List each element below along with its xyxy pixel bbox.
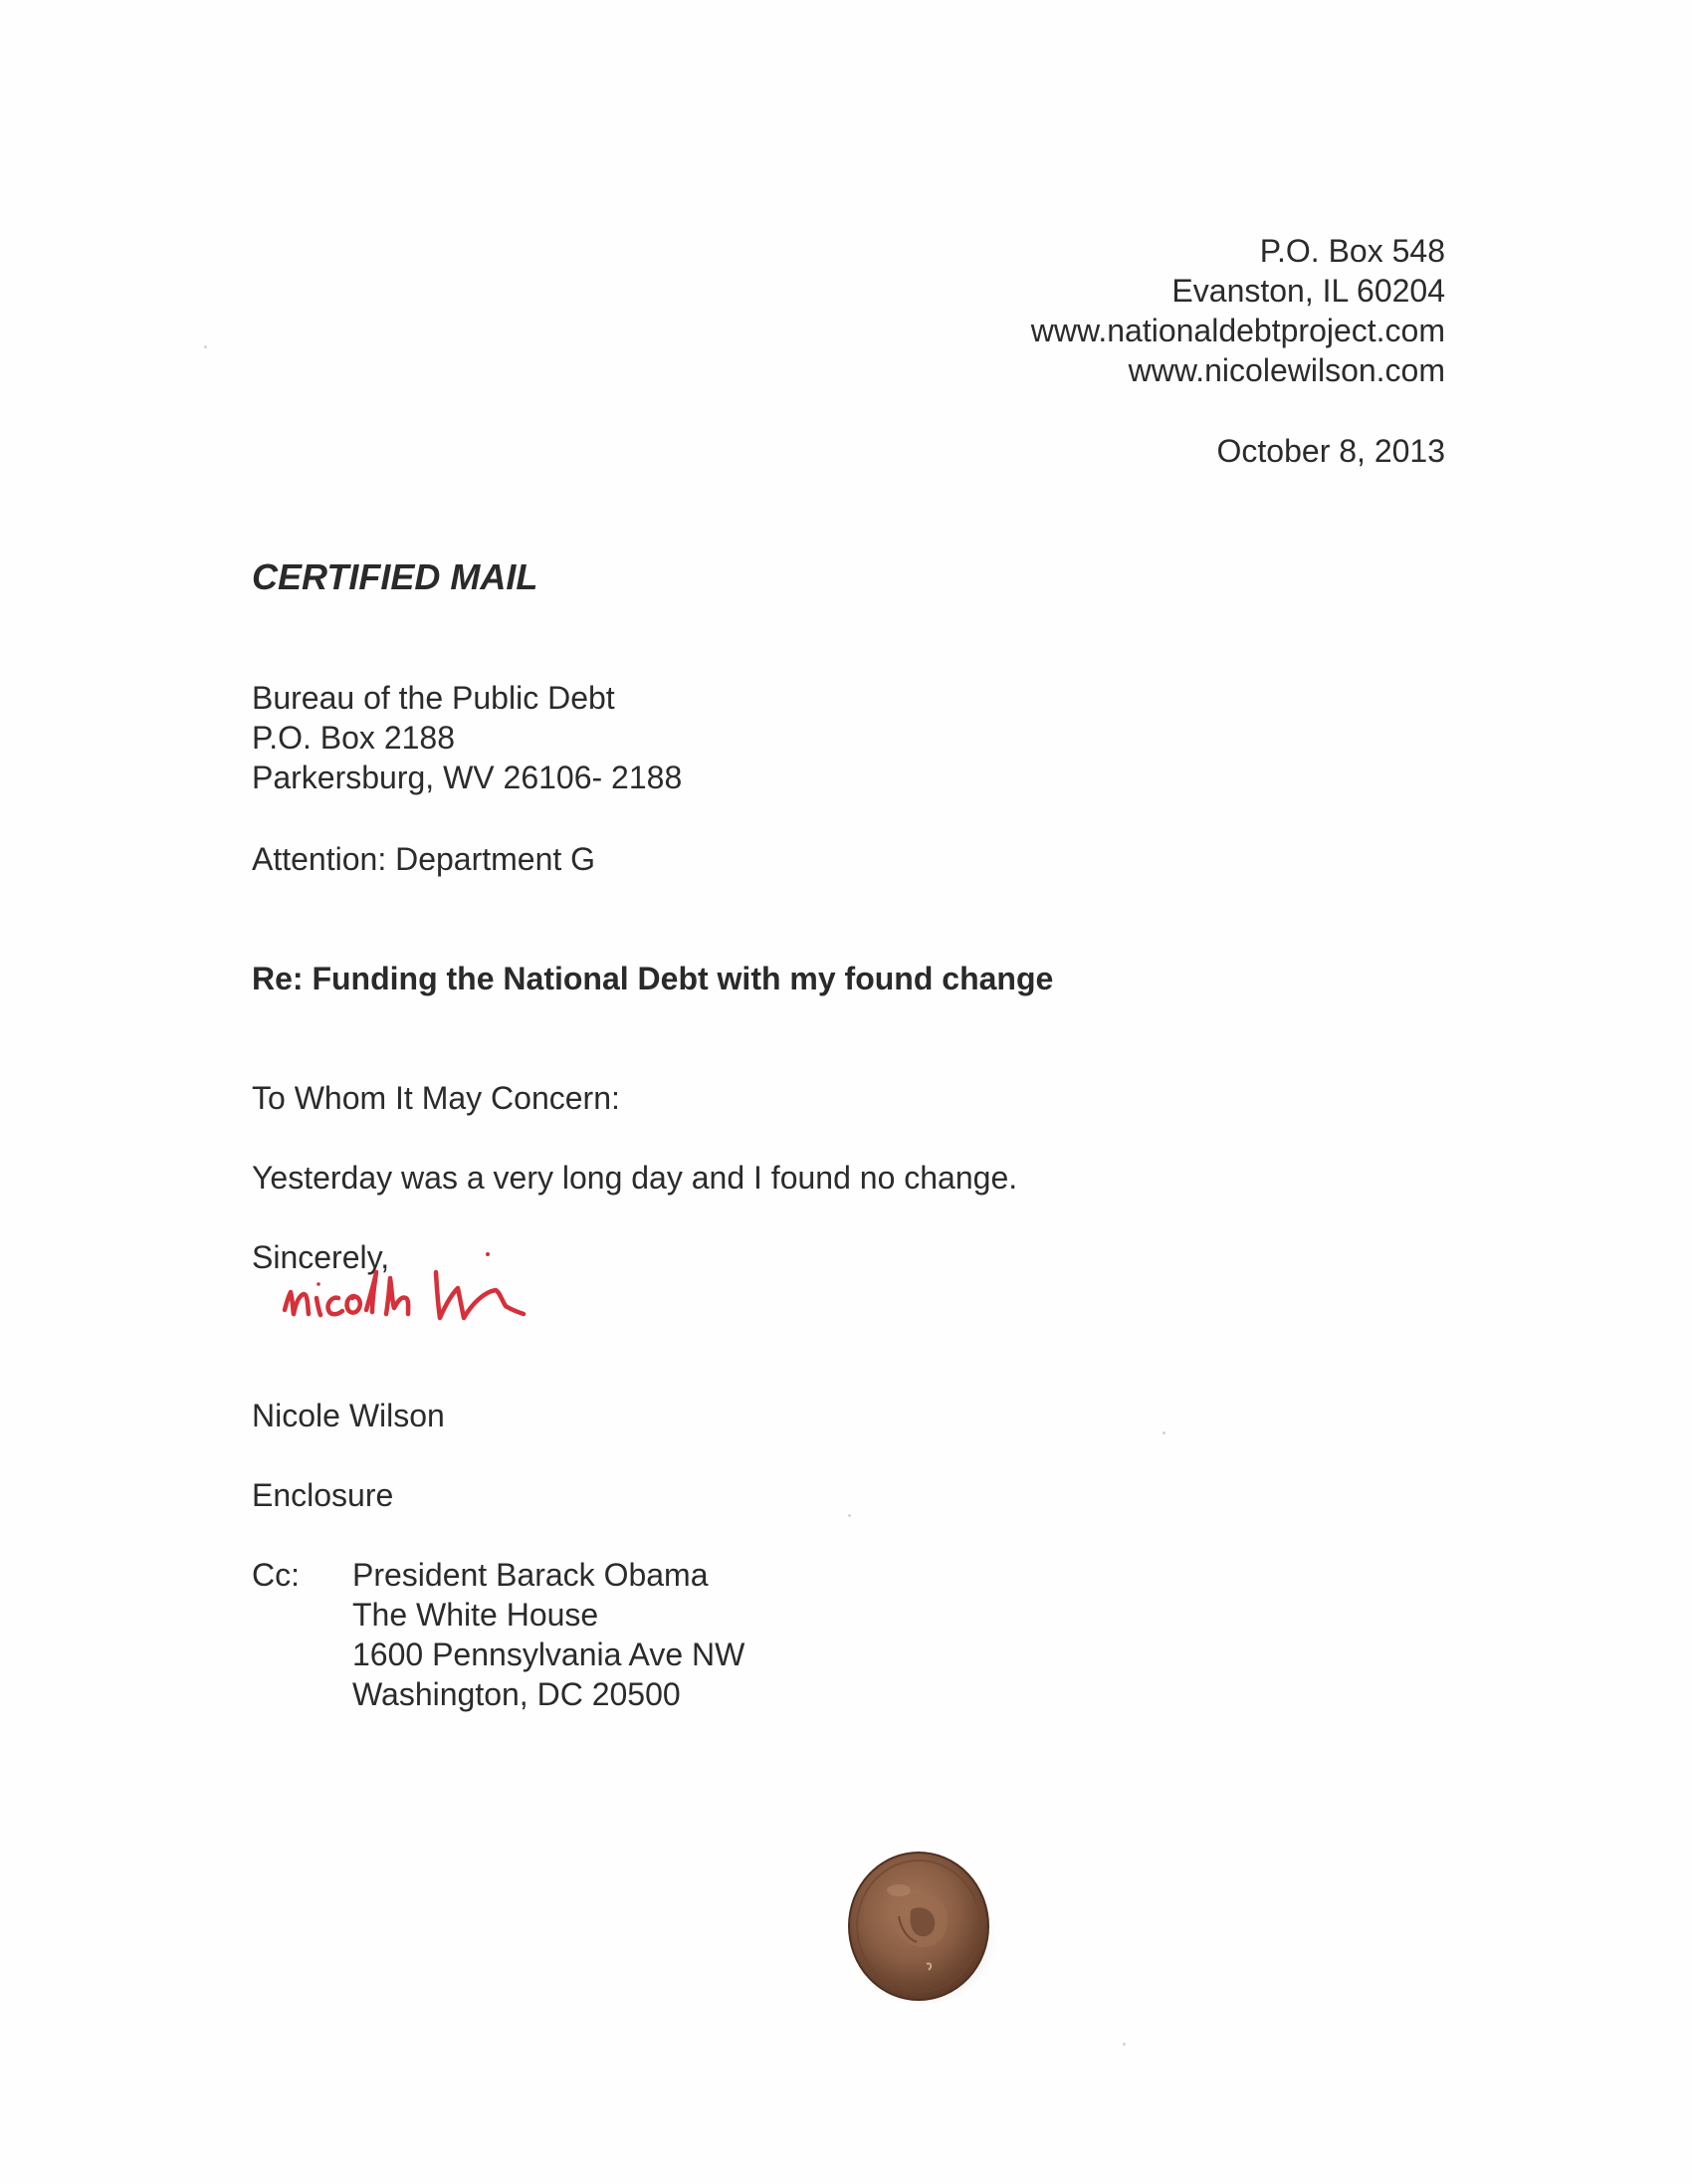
paper-speck (1123, 2043, 1126, 2046)
cc-address-line: President Barack Obama (352, 1557, 709, 1593)
recipient-address (252, 678, 682, 797)
sender-address-line: Evanston, IL 60204 (1171, 273, 1445, 309)
cc-address-line: The White House (352, 1597, 599, 1633)
paper-speck (204, 345, 207, 348)
attention-line: Attention: Department G (252, 841, 596, 877)
cc-recipient (352, 1555, 744, 1714)
closing: Sincerely, (252, 1239, 390, 1275)
recipient-address-line: P.O. Box 2188 (252, 720, 455, 756)
recipient-address-line: Bureau of the Public Debt (252, 680, 615, 716)
letter-body: Yesterday was a very long day and I found no change. (252, 1160, 1018, 1196)
handwritten-signature (277, 1252, 595, 1362)
paper-speck (848, 1514, 851, 1517)
enclosure-note: Enclosure (252, 1477, 394, 1513)
penny-coin-icon (841, 1847, 1000, 2006)
cc-address-line: Washington, DC 20500 (352, 1676, 681, 1712)
cc-address-line: 1600 Pennsylvania Ave NW (352, 1637, 745, 1672)
sender-address (1031, 231, 1445, 390)
cc-label: Cc: (252, 1557, 300, 1593)
subject-line: Re: Funding the National Debt with my found change (252, 961, 1054, 996)
certified-mail-heading: CERTIFIED MAIL (252, 556, 538, 597)
sender-website-link: www.nicolewilson.com (1128, 352, 1445, 388)
salutation: To Whom It May Concern: (252, 1080, 620, 1116)
signer-name: Nicole Wilson (252, 1398, 445, 1433)
sender-address-line: P.O. Box 548 (1259, 233, 1445, 269)
letter-date: October 8, 2013 (1216, 433, 1445, 469)
sender-website-link: www.nationaldebtproject.com (1030, 313, 1445, 348)
paper-speck (1163, 1431, 1165, 1434)
recipient-address-line: Parkersburg, WV 26106- 2188 (252, 760, 683, 795)
